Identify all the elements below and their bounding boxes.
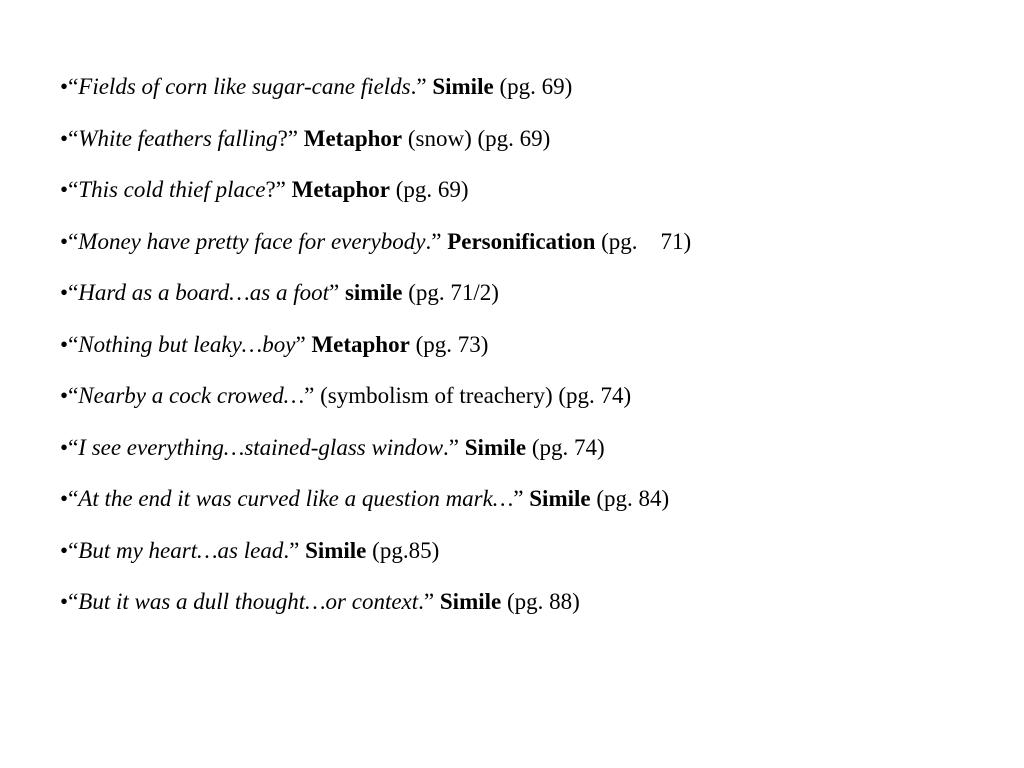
device-term: Simile: [305, 537, 367, 563]
close-quote: ”: [513, 486, 524, 511]
device-term: Metaphor: [311, 331, 410, 357]
open-quote: “: [68, 280, 79, 305]
open-quote: “: [68, 537, 79, 563]
quote-text: At the end it was curved like a question mark…: [78, 486, 514, 511]
close-quote: ?”: [277, 125, 299, 151]
page-ref: (pg. 71): [595, 228, 692, 254]
open-quote: “: [68, 177, 79, 202]
bullet: •: [60, 434, 69, 460]
page-ref: (pg.85): [366, 537, 440, 563]
bullet: •: [60, 383, 69, 408]
open-quote: “: [68, 74, 79, 99]
quote-text: But it was a dull thought…or context: [78, 589, 419, 614]
page-ref: (pg. 69): [493, 74, 573, 99]
close-quote: ?”: [265, 177, 286, 202]
page-ref: (pg. 69): [390, 177, 469, 202]
page-ref: (pg. 84): [590, 486, 670, 511]
device-term: Metaphor: [303, 125, 403, 151]
open-quote: “: [68, 383, 79, 408]
list-item: [60, 538, 1000, 564]
open-quote: “: [68, 486, 79, 511]
page-ref: (pg. 74): [526, 434, 605, 460]
device-term: Simile: [439, 589, 502, 614]
close-quote: ”: [328, 280, 340, 305]
quote-text: But my heart…as lead: [78, 537, 284, 563]
page-ref: (snow) (pg. 69): [402, 125, 551, 151]
page-ref: (pg. 73): [409, 331, 489, 357]
quote-text: I see everything…stained-glass window: [78, 434, 444, 460]
list-item: [60, 177, 1000, 203]
list-item: [60, 229, 1000, 255]
quote-text: Nearby a cock crowed…: [78, 383, 305, 408]
list-item: [60, 435, 1000, 461]
page-ref: (pg. 71/2): [402, 280, 499, 305]
close-quote: ”: [304, 383, 315, 408]
list-item: [60, 280, 1000, 306]
bullet: •: [60, 280, 69, 305]
close-quote: .”: [283, 537, 300, 563]
open-quote: “: [68, 228, 79, 254]
open-quote: “: [68, 331, 79, 357]
close-quote: ”: [295, 331, 306, 357]
bullet: •: [60, 486, 69, 511]
list-item: [60, 332, 1000, 358]
quote-text: Hard as a board…as a foot: [78, 280, 329, 305]
device-term: Simile: [529, 486, 591, 511]
list-item: [60, 486, 1000, 512]
device-term: Simile: [464, 434, 527, 460]
device-term: Personification: [447, 228, 596, 254]
bullet: •: [60, 228, 69, 254]
list-item: [60, 126, 1000, 152]
page-ref: (symbolism of treachery) (pg. 74): [314, 383, 632, 408]
bullet: •: [60, 537, 69, 563]
bullet: •: [60, 177, 69, 202]
device-term: Metaphor: [291, 177, 390, 202]
bullet-list: [60, 74, 1000, 641]
page-ref: (pg. 88): [501, 589, 580, 614]
close-quote: .”: [425, 228, 442, 254]
quote-text: White feathers falling: [78, 125, 278, 151]
open-quote: “: [68, 589, 79, 614]
open-quote: “: [68, 125, 79, 151]
close-quote: .”: [410, 74, 427, 99]
close-quote: .”: [418, 589, 435, 614]
quote-text: Money have pretty face for everybody: [78, 228, 426, 254]
bullet: •: [60, 331, 69, 357]
bullet: •: [60, 125, 69, 151]
list-item: [60, 589, 1000, 615]
quote-text: Fields of corn like sugar-cane fields: [78, 74, 411, 99]
close-quote: .”: [443, 434, 460, 460]
quote-text: Nothing but leaky…boy: [78, 331, 296, 357]
bullet: •: [60, 74, 69, 99]
list-item: [60, 74, 1000, 100]
bullet: •: [60, 589, 69, 614]
open-quote: “: [68, 434, 79, 460]
quote-text: This cold thief place: [78, 177, 266, 202]
device-term: simile: [344, 280, 403, 305]
list-item: [60, 383, 1000, 409]
device-term: Simile: [432, 74, 494, 99]
